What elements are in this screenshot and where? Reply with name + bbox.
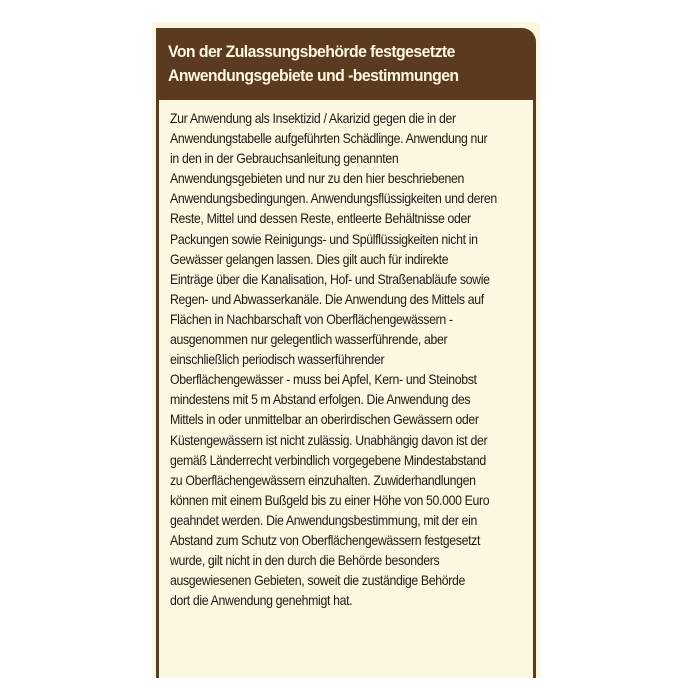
left-border-rule [156,100,159,678]
body-text-line: gemäß Länderrecht verbindlich vorgegebene Mindestabstand [170,451,486,468]
section-title-line-1: Von der Zulassungsbehörde festgesetzte [168,42,455,61]
body-text-line: Küstengewässern ist nicht zulässig. Unabhängig davon ist der [170,431,488,448]
body-text-line: Anwendungsgebieten und nur zu den hier beschriebenen [170,170,465,187]
body-text-line: ausgenommen nur gelegentlich wasserführende, aber [170,331,448,348]
section-title [168,40,503,88]
body-text-line: Packungen sowie Reinigungs- und Spülflüssigkeiten nicht in [170,230,478,247]
header-band [156,28,536,100]
body-text-line: Anwendungstabelle aufgeführten Schädlinge. Anwendung nur [170,130,488,147]
body-text-line: Oberflächengewässer - muss bei Apfel, Kern- und Steinobst [170,371,477,388]
body-text-line: Gewässer gelangen lassen. Dies gilt auch für indirekte [170,250,449,267]
body-text-line: zu Oberflächengewässern einzuhalten. Zuwiderhandlungen [170,471,476,488]
section-title-line-2: Anwendungsgebiete und -bestimmungen [168,66,459,85]
body-text-line: wurde, gilt nicht in den durch die Behörde besonders [170,552,440,569]
body-text-line: Reste, Mittel und dessen Reste, entleerte Behältnisse oder [170,210,471,227]
body-text-line: mindestens mit 5 m Abstand erfolgen. Die Anwendung des [170,391,471,408]
body-text-line: Abstand zum Schutz von Oberflächengewässern festgesetzt [170,531,481,548]
body-text-line: Einträge über die Kanalisation, Hof- und Straßenabläufe sowie [170,270,490,287]
body-text-line: einschließlich periodisch wasserführender [170,351,385,368]
body-text-line: Mittels in oder unmittelbar an oberirdischen Gewässern oder [170,411,479,428]
body-text-line: ausgewiesenen Gebieten, soweit die zuständige Behörde [170,572,466,589]
body-text-line: in den in der Gebrauchsanleitung genannten [170,150,399,167]
body-text-line: können mit einem Bußgeld bis zu einer Höhe von 50.000 Euro [170,491,490,508]
right-border-rule [533,100,536,678]
regulation-body-text [170,108,504,610]
body-text-line: Flächen in Nachbarschaft von Oberflächengewässern - [170,310,453,327]
regulation-label-card [152,22,540,678]
body-text-line: dort die Anwendung genehmigt hat. [170,592,353,609]
body-text-line: Anwendungsbedingungen. Anwendungsflüssigkeiten und deren [170,190,497,207]
body-text-line: geahndet werden. Die Anwendungsbestimmung, mit der ein [170,511,477,528]
body-text-line: Regen- und Abwasserkanäle. Die Anwendung des Mittels auf [170,290,484,307]
body-text-line: Zur Anwendung als Insektizid / Akarizid gegen die in der [170,110,456,126]
